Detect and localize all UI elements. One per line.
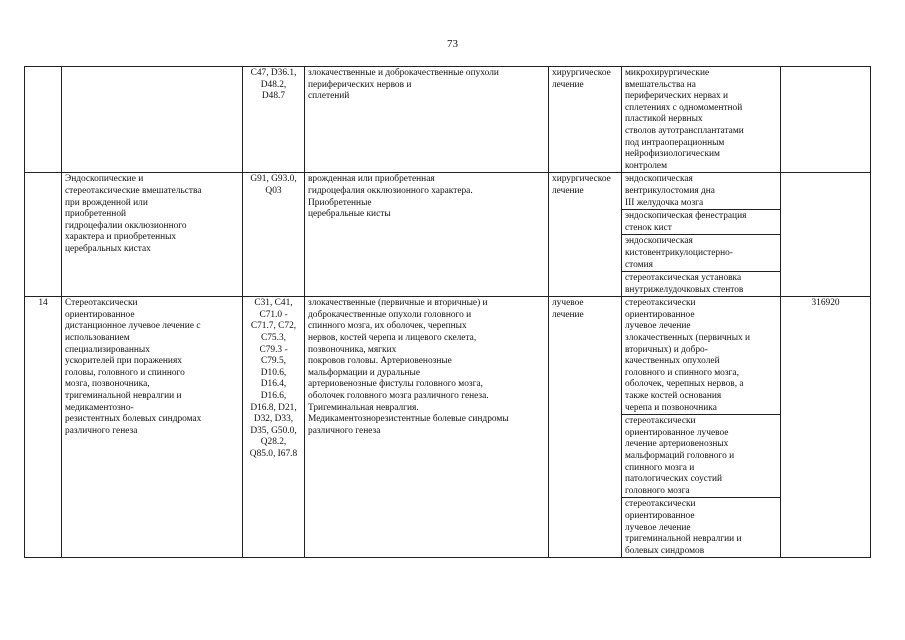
table-row [25, 67, 871, 173]
treatment-method: стереотаксически ориентированное лучевое лечение артериовенозных мальформаций головного и спинного мозга и патологических соустий головного мозга [622, 415, 780, 498]
diagnosis-cell: врожденная или приобретенная гидроцефалия окклюзионного характера. Приобретенные церебральные кисты [305, 173, 549, 297]
icd-codes-cell: G91, G93.0, Q03 [243, 173, 305, 297]
treatment-method: эндоскопическая кистовентрикулоцистерно- стомия [622, 235, 780, 272]
diagnosis-cell: злокачественные (первичные и вторичные) и доброкачественные опухоли головного и спинного мозга, их оболочек, черепных нервов, костей черепа и лицевого скелета, позвоночника, мягких покровов головы. Артериовенозные мальформации и дуральные артериовенозные фистулы головного мозга, оболочек головного мозга различного генеза. Тригеминальная невралгия. Медикаментознорезистентные болевые синдромы различного генеза [305, 297, 549, 558]
price-cell [781, 67, 871, 173]
treatment-method: стереотаксическая установка внутрижелудочковых стентов [625, 273, 744, 295]
diagnosis-cell: злокачественные и доброкачественные опухоли периферических нервов и сплетений [305, 67, 549, 173]
icd-codes-cell: C47, D36.1, D48.2, D48.7 [243, 67, 305, 173]
row-number-cell: 14 [25, 297, 62, 558]
treatment-method: эндоскопическая фенестрация стенок кист [622, 210, 780, 235]
treatment-method: стереотаксически ориентированное лучевое лечение злокачественных (первичных и вторичных) и добро- качественных опухолей головного и спинного мозга, оболочек, черепных нервов, а также костей основания черепа и позвоночника [622, 297, 780, 415]
table-row [25, 297, 871, 558]
treatment-methods-cell [622, 67, 781, 173]
price-cell [781, 173, 871, 297]
treatment-type-cell: лучевое лечение [549, 297, 622, 558]
treatment-method: стереотаксически ориентированное лучевое лечение тригеминальной невралгии и болевых синдромов [625, 499, 742, 556]
page-number: 73 [447, 38, 458, 50]
price-cell: 316920 [781, 297, 871, 558]
treatment-methods-cell [622, 173, 781, 297]
treatment-method: эндоскопическая вентрикулостомия дна III желудочка мозга [622, 173, 780, 210]
row-number-cell [25, 173, 62, 297]
treatment-method: микрохирургические вмешательства на периферических нервах и сплетениях с одномоментной пластикой нервных стволов аутотрансплантатами под интраоперационным нейрофизиологическим контролем [625, 68, 744, 171]
row-number-cell [25, 67, 62, 173]
icd-codes-cell: C31, C41, C71.0 - C71.7, C72, C75.3, C79.3 - C79.5, D10.6, D16.4, D16.6, D16.8, D21, D32, D33, D35, G50.0, Q28.2, Q85.0, I67.8 [243, 297, 305, 558]
treatment-type-cell: хирургическое лечение [549, 67, 622, 173]
treatment-type-cell: хирургическое лечение [549, 173, 622, 297]
method-group-name-cell [62, 67, 243, 173]
method-group-name-cell: Стереотаксически ориентированное дистанционное лучевое лечение с использованием специализированных ускорителей при поражениях головы, головного и спинного мозга, позвоночника, тригеминальной невралгии и медикаментозно- резистентных болевых синдромах различного генеза [62, 297, 243, 558]
procedures-table [24, 66, 871, 558]
table-row [25, 173, 871, 297]
treatment-methods-cell [622, 297, 781, 558]
method-group-name-cell: Эндоскопические и стереотаксические вмешательства при врожденной или приобретенной гидроцефалии окклюзионного характера и приобретенных церебральных кистах [62, 173, 243, 297]
